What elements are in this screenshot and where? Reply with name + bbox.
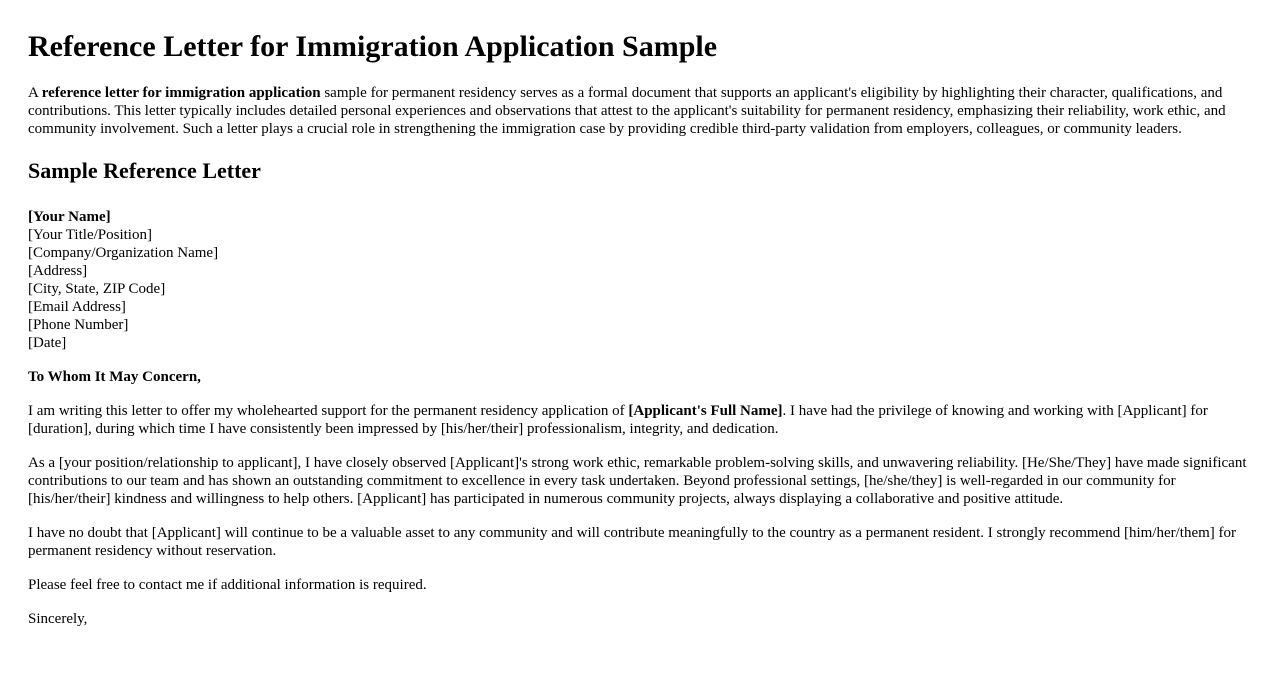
section-heading: Sample Reference Letter bbox=[28, 158, 261, 183]
sender-city: [City, State, ZIP Code] bbox=[28, 281, 166, 297]
letter-paragraph-1 bbox=[28, 402, 1250, 438]
sender-name: [Your Name] bbox=[28, 209, 111, 225]
sender-email: [Email Address] bbox=[28, 299, 126, 315]
document-page bbox=[0, 30, 1278, 628]
intro-paragraph bbox=[28, 84, 1250, 138]
letter-paragraph-3: I have no doubt that [Applicant] will continue to be a valuable asset to any community and will contribute meaningfully to the country as a permanent resident. I strongly recommend [him/her/them] for permanent residency without reservation. bbox=[28, 525, 1236, 559]
salutation: To Whom It May Concern, bbox=[28, 369, 201, 385]
para1-rest: . I have had the privilege of knowing and working with [Applicant] for [duration], during which time I have consistently been impressed by [his/her/their] professionalism, integrity, and dedication. bbox=[28, 403, 1208, 437]
sender-date: [Date] bbox=[28, 335, 67, 351]
sender-title: [Your Title/Position] bbox=[28, 227, 152, 243]
sender-phone: [Phone Number] bbox=[28, 317, 129, 333]
letter-paragraph-2: As a [your position/relationship to applicant], I have closely observed [Applicant]'s strong work ethic, remarkable problem-solving skills, and unwavering reliability. [He/She/They] have made significant contributions to our team and has shown an outstanding commitment to excellence in every task undertaken. Beyond professional settings, [he/she/they] is well-regarded in our community for [his/her/their] kindness and willingness to help others. [Applicant] has participated in numerous community projects, always displaying a collaborative and positive attitude. bbox=[28, 455, 1247, 507]
sender-address: [Address] bbox=[28, 263, 88, 279]
closing: Sincerely, bbox=[28, 611, 88, 627]
page-title: Reference Letter for Immigration Application Sample bbox=[28, 30, 718, 63]
intro-prefix: A bbox=[28, 85, 42, 101]
letter-paragraph-4: Please feel free to contact me if additional information is required. bbox=[28, 577, 427, 593]
intro-bold-phrase: reference letter for immigration application bbox=[41, 85, 321, 101]
para1-prefix: I am writing this letter to offer my wholehearted support for the permanent residency application of bbox=[28, 403, 629, 419]
sender-company: [Company/Organization Name] bbox=[28, 245, 219, 261]
intro-rest: sample for permanent residency serves as a formal document that supports an applicant's eligibility by highlighting their character, qualifications, and contributions. This letter typically includes detailed personal experiences and observations that attest to the applicant's suitability for permanent residency, emphasizing their reliability, work ethic, and community involvement. Such a letter plays a crucial role in strengthening the immigration case by providing credible third-party validation from employers, colleagues, or community leaders. bbox=[28, 85, 1226, 137]
sender-block bbox=[28, 208, 1250, 352]
applicant-name: [Applicant's Full Name] bbox=[628, 403, 783, 419]
